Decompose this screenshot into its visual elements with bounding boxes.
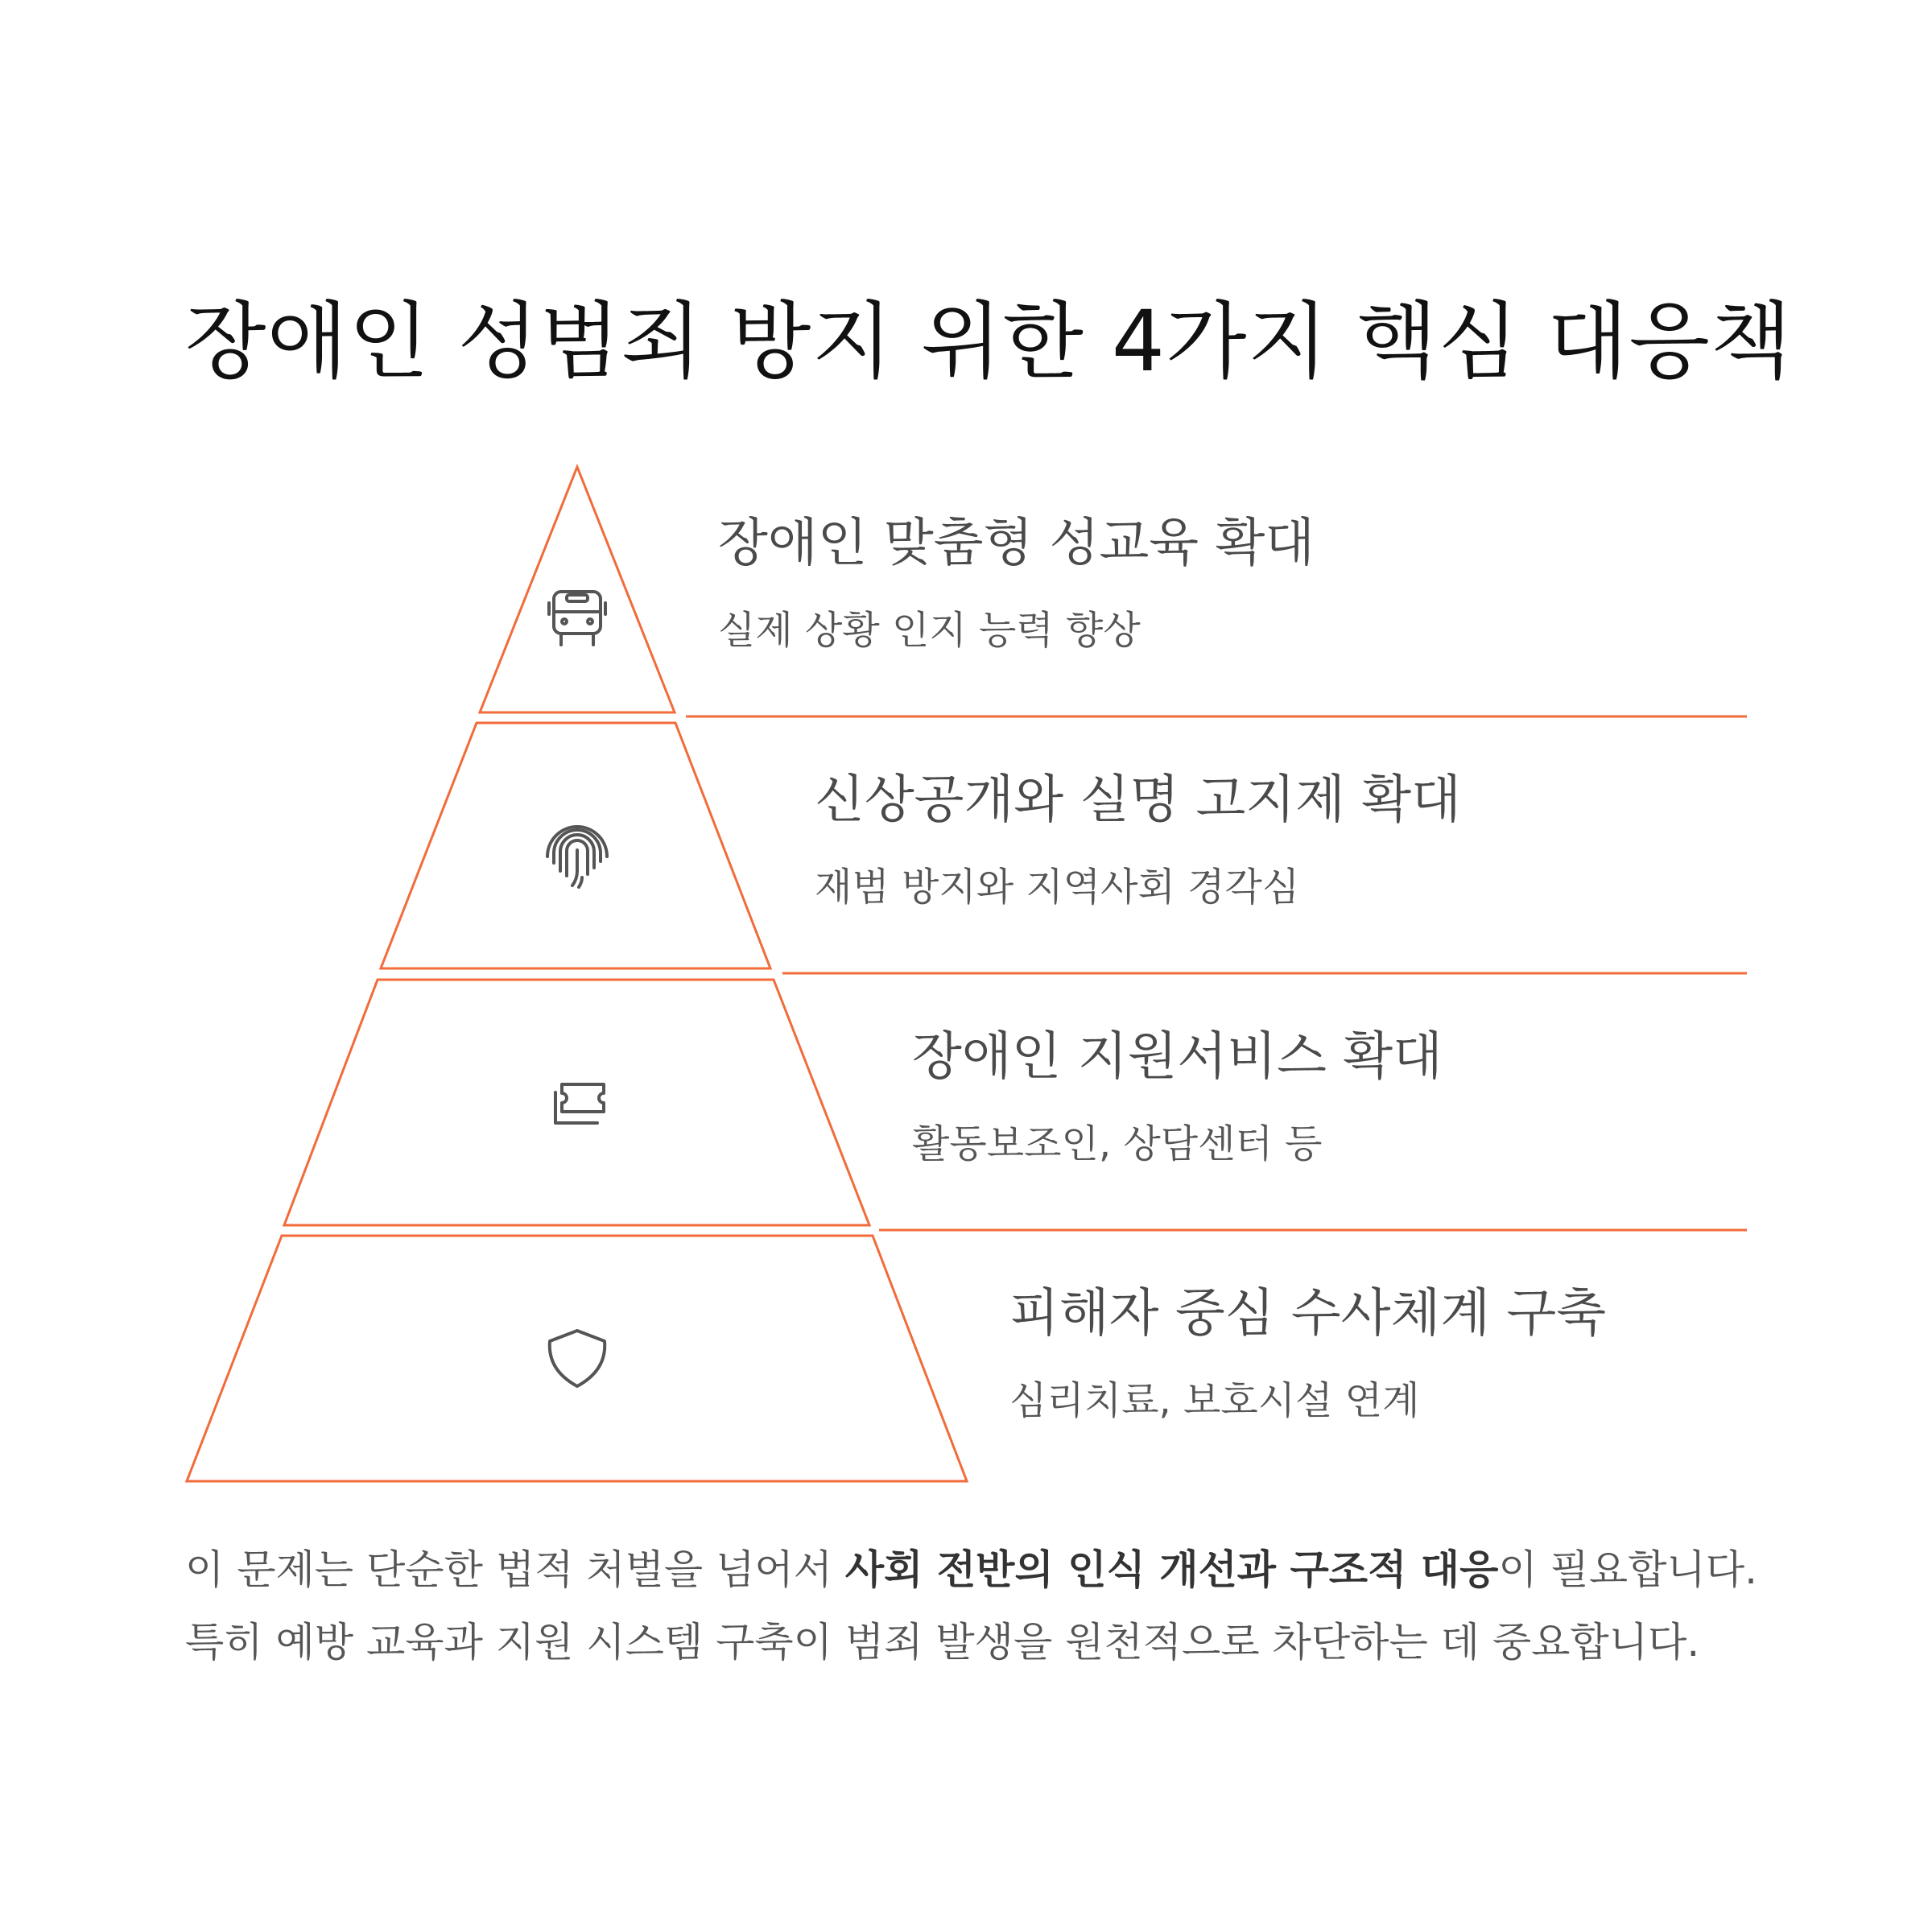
pyramid-tier-4: [187, 1236, 967, 1481]
tier-subtitle: 활동보조인, 상담센터 등: [912, 1121, 1323, 1166]
summary-paragraph: [185, 1534, 1763, 1678]
pyramid-tier-2: [381, 723, 770, 968]
tier-heading: 피해자 중심 수사체계 구축: [1009, 1284, 1607, 1344]
tier-subtitle: 실제 상황 인지 능력 향상: [718, 608, 1141, 653]
tier-subtitle: 심리치료, 보호시설 연계: [1009, 1378, 1420, 1423]
pyramid-tier-3: [284, 980, 869, 1225]
tier-4-text: [1009, 1284, 1607, 1423]
tier-heading: 장애인 맞춤형 성교육 확대: [718, 514, 1315, 573]
page-title: 장애인 성범죄 방지 위한 4가지 핵심 대응책: [185, 292, 1793, 390]
bus-icon: [549, 592, 605, 645]
fingerprint-icon: [547, 827, 607, 887]
tier-2-text: [815, 770, 1461, 910]
summary-text-start: 이 문제는 단순한 법적 처벌을 넘어서: [185, 1546, 845, 1593]
summary-text-end: 이 필요합니다. 특히 예방 교육과 지원 시스템 구축이 범죄 발생을 원천적으로 차단하는 데 중요합니다.: [185, 1546, 1758, 1666]
tier-heading: 신상공개와 실명 고지제 확대: [815, 770, 1461, 830]
tier-heading: 장애인 지원서비스 확대: [912, 1027, 1443, 1087]
pyramid-tier-1: [480, 467, 675, 712]
tier-3-text: [912, 1027, 1443, 1166]
tier-subtitle: 재범 방지와 지역사회 경각심: [815, 865, 1300, 910]
shield-icon: [550, 1331, 605, 1386]
summary-emphasis: 사회 전반의 인식 개선과 구조적 대응: [844, 1546, 1499, 1593]
tier-1-text: [718, 514, 1315, 653]
ticket-icon: [555, 1084, 604, 1123]
